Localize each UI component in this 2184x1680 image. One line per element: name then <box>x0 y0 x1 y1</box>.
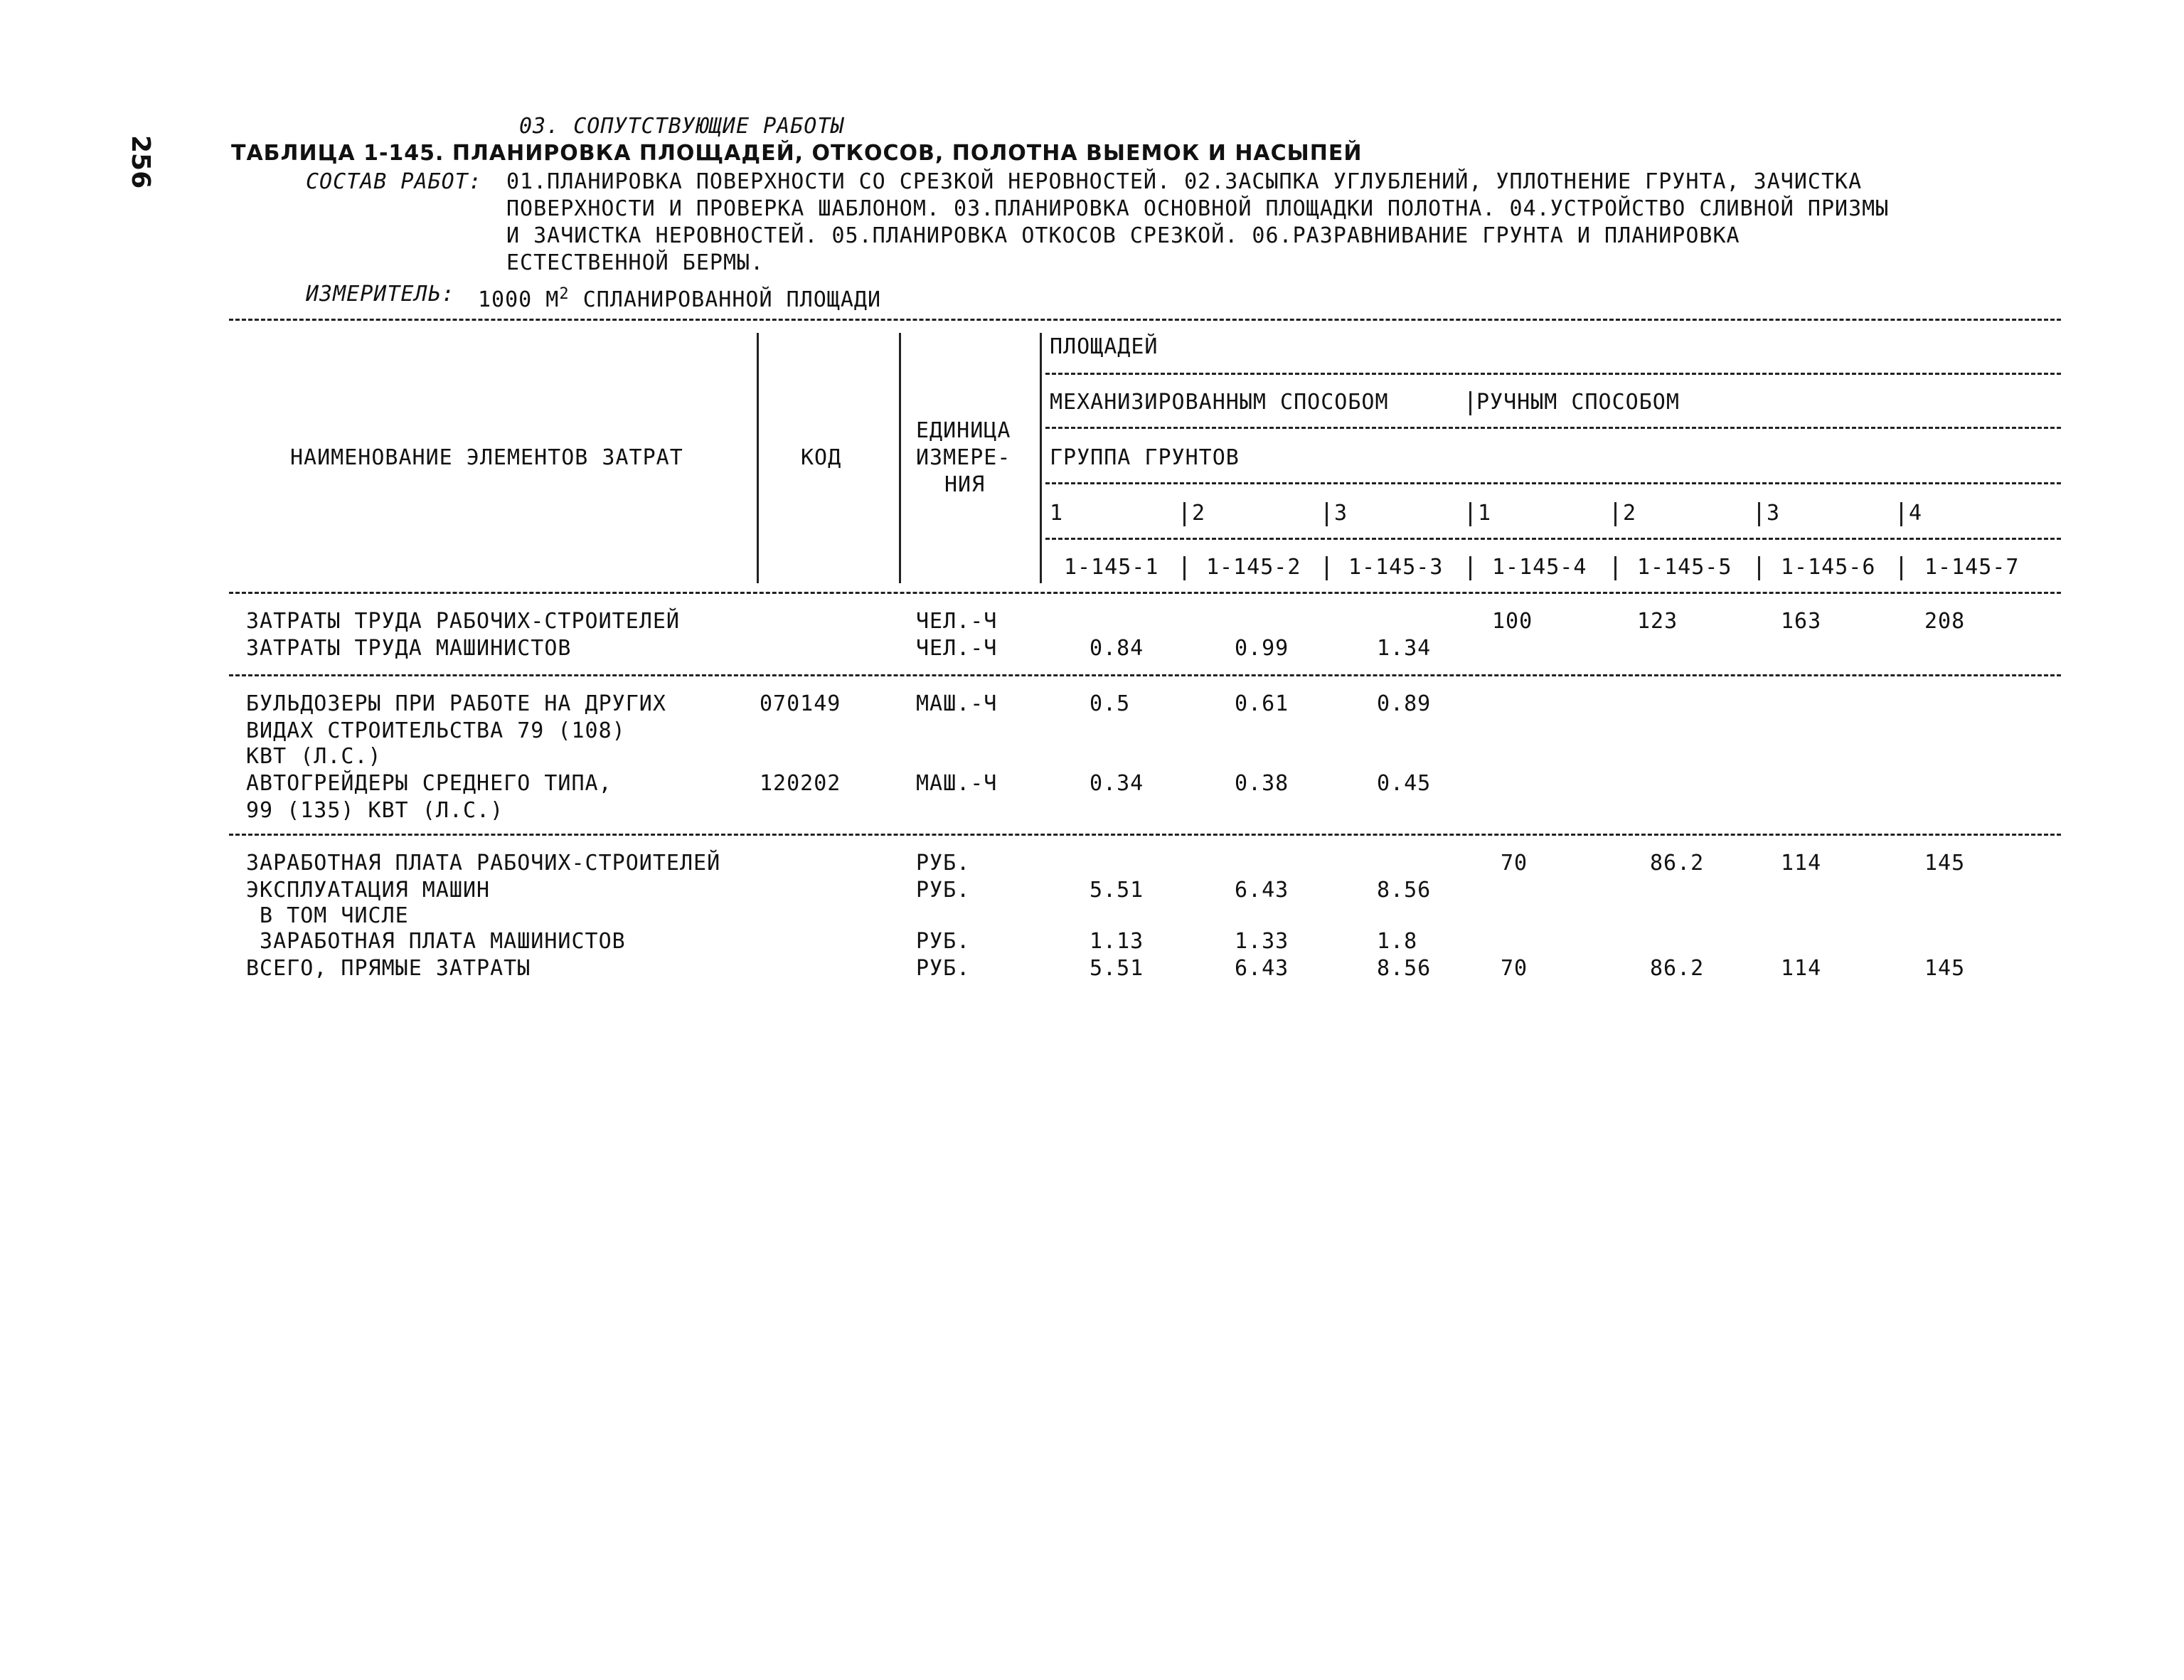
row-value: 86.2 <box>1650 851 1705 876</box>
header-unit-column: ЕДИНИЦА <box>916 418 1011 443</box>
rule-header <box>1045 538 2061 540</box>
row-value: 0.89 <box>1377 691 1432 716</box>
row-unit: РУБ. <box>916 851 971 876</box>
row-value: 145 <box>1924 956 1966 981</box>
header-unit-column: ИЗМЕРЕ- <box>916 445 1011 470</box>
row-name: КВТ (Л.С.) <box>246 744 382 769</box>
row-value: 5.51 <box>1090 956 1144 981</box>
rule-top <box>229 319 2061 321</box>
row-name: ЗАРАБОТНАЯ ПЛАТА МАШИНИСТОВ <box>246 929 626 954</box>
col-separator <box>1469 391 1471 415</box>
column-code: 1-145-1 <box>1064 555 1159 580</box>
header-group-top: ПЛОЩАДЕЙ <box>1050 334 1158 359</box>
section-title: 03. СОПУТСТВУЮЩИЕ РАБОТЫ <box>519 114 845 139</box>
row-value: 145 <box>1924 851 1966 876</box>
row-value: 123 <box>1637 609 1678 634</box>
row-value: 100 <box>1492 609 1533 634</box>
table-title: ТАБЛИЦА 1-145. ПЛАНИРОВКА ПЛОЩАДЕЙ, ОТКОСОВ, ПОЛОТНА ВЫЕМОК И НАСЫПЕЙ <box>231 141 1363 166</box>
col-separator <box>1614 556 1616 580</box>
row-value: 0.45 <box>1377 771 1432 796</box>
column-code: 1-145-3 <box>1348 555 1444 580</box>
rule-header <box>1045 427 2061 429</box>
col-separator <box>1758 556 1760 580</box>
col-separator <box>1469 502 1471 526</box>
composition-line: ПОВЕРХНОСТИ И ПРОВЕРКА ШАБЛОНОМ. 03.ПЛАНИРОВКА ОСНОВНОЙ ПЛОЩАДКИ ПОЛОТНА. 04.УСТРОЙСТВО СЛИВНОЙ ПРИЗМЫ <box>506 196 1890 221</box>
col-separator <box>1326 556 1328 580</box>
row-value: 6.43 <box>1235 956 1289 981</box>
soil-number: 1 <box>1478 501 1492 526</box>
row-name: ЗАРАБОТНАЯ ПЛАТА РАБОЧИХ-СТРОИТЕЛЕЙ <box>246 851 721 876</box>
col-separator <box>899 333 901 583</box>
col-separator <box>1040 333 1042 583</box>
soil-number: 4 <box>1909 501 1923 526</box>
measure-superscript: 2 <box>559 285 570 303</box>
row-value: 0.61 <box>1235 691 1289 716</box>
column-code: 1-145-7 <box>1924 555 2020 580</box>
header-method-manual: РУЧНЫМ СПОСОБОМ <box>1476 390 1680 415</box>
row-unit: РУБ. <box>916 878 971 903</box>
row-value: 208 <box>1924 609 1966 634</box>
row-value: 163 <box>1781 609 1822 634</box>
row-name: ЗАТРАТЫ ТРУДА МАШИНИСТОВ <box>246 636 572 661</box>
row-name: ВСЕГО, ПРЯМЫЕ ЗАТРАТЫ <box>246 956 531 981</box>
header-method-mech: МЕХАНИЗИРОВАННЫМ СПОСОБОМ <box>1050 390 1389 415</box>
row-name: В ТОМ ЧИСЛЕ <box>246 903 409 928</box>
col-separator <box>757 333 759 583</box>
row-code: 120202 <box>760 771 841 796</box>
col-separator <box>1900 556 1902 580</box>
measure-label: ИЗМЕРИТЕЛЬ: <box>306 282 455 307</box>
row-value: 1.33 <box>1235 929 1289 954</box>
col-separator <box>1469 556 1471 580</box>
row-value: 6.43 <box>1235 878 1289 903</box>
rule-section <box>229 674 2061 676</box>
soil-number: 2 <box>1623 501 1637 526</box>
row-name: АВТОГРЕЙДЕРЫ СРЕДНЕГО ТИПА, <box>246 771 612 796</box>
row-name: 99 (135) КВТ (Л.С.) <box>246 798 504 823</box>
soil-number: 2 <box>1192 501 1206 526</box>
composition-line: 01.ПЛАНИРОВКА ПОВЕРХНОСТИ СО СРЕЗКОЙ НЕРОВНОСТЕЙ. 02.ЗАСЫПКА УГЛУБЛЕНИЙ, УПЛОТНЕНИЕ ГРУНТА, ЗАЧИСТКА <box>506 169 1863 194</box>
column-code: 1-145-2 <box>1206 555 1301 580</box>
row-value: 86.2 <box>1650 956 1705 981</box>
col-separator <box>1326 502 1328 526</box>
row-value: 8.56 <box>1377 956 1432 981</box>
row-name: ЭКСПЛУАТАЦИЯ МАШИН <box>246 878 491 903</box>
rule-header-bottom <box>229 592 2061 594</box>
column-code: 1-145-4 <box>1492 555 1587 580</box>
row-value: 0.5 <box>1090 691 1131 716</box>
row-value: 1.34 <box>1377 636 1432 661</box>
header-unit-column: НИЯ <box>944 472 986 497</box>
row-value: 0.34 <box>1090 771 1144 796</box>
composition-label: СОСТАВ РАБОТ: <box>306 169 482 194</box>
rule-section <box>229 834 2061 836</box>
col-separator <box>1183 556 1186 580</box>
col-separator <box>1183 502 1186 526</box>
row-value: 70 <box>1501 851 1528 876</box>
row-unit: РУБ. <box>916 929 971 954</box>
rule-header <box>1045 373 2061 375</box>
header-soil-group: ГРУППА ГРУНТОВ <box>1050 445 1240 470</box>
col-separator <box>1900 502 1902 526</box>
column-code: 1-145-5 <box>1637 555 1732 580</box>
row-unit: ЧЕЛ.-Ч <box>916 609 998 634</box>
soil-number: 3 <box>1334 501 1348 526</box>
row-value: 0.99 <box>1235 636 1289 661</box>
row-value: 0.84 <box>1090 636 1144 661</box>
measure-value: 1000 $М^2$ СПЛАНИРОВАННОЙ ПЛОЩАДИ <box>478 285 882 312</box>
header-code-column: КОД <box>801 445 842 470</box>
composition-line: И ЗАЧИСТКА НЕРОВНОСТЕЙ. 05.ПЛАНИРОВКА ОТКОСОВ СРЕЗКОЙ. 06.РАЗРАВНИВАНИЕ ГРУНТА И ПЛАНИРОВКА <box>506 223 1740 248</box>
row-name: ВИДАХ СТРОИТЕЛЬСТВА 79 (108) <box>246 718 626 743</box>
row-name: ЗАТРАТЫ ТРУДА РАБОЧИХ-СТРОИТЕЛЕЙ <box>246 609 680 634</box>
row-unit: РУБ. <box>916 956 971 981</box>
row-value: 0.38 <box>1235 771 1289 796</box>
row-unit: ЧЕЛ.-Ч <box>916 636 998 661</box>
rule-header <box>1045 482 2061 484</box>
row-value: 5.51 <box>1090 878 1144 903</box>
col-separator <box>1758 502 1760 526</box>
col-separator <box>1614 502 1616 526</box>
row-code: 070149 <box>760 691 841 716</box>
row-unit: МАШ.-Ч <box>916 691 998 716</box>
row-value: 1.8 <box>1377 929 1418 954</box>
row-unit: МАШ.-Ч <box>916 771 998 796</box>
composition-line: ЕСТЕСТВЕННОЙ БЕРМЫ. <box>506 250 765 275</box>
soil-number: 1 <box>1050 501 1064 526</box>
row-value: 8.56 <box>1377 878 1432 903</box>
row-value: 114 <box>1781 956 1822 981</box>
page-number: 256 <box>126 135 155 189</box>
soil-number: 3 <box>1767 501 1781 526</box>
row-value: 1.13 <box>1090 929 1144 954</box>
row-value: 114 <box>1781 851 1822 876</box>
row-value: 70 <box>1501 956 1528 981</box>
row-name: БУЛЬДОЗЕРЫ ПРИ РАБОТЕ НА ДРУГИХ <box>246 691 666 716</box>
column-code: 1-145-6 <box>1781 555 1876 580</box>
header-name-column: НАИМЕНОВАНИЕ ЭЛЕМЕНТОВ ЗАТРАТ <box>290 445 683 470</box>
